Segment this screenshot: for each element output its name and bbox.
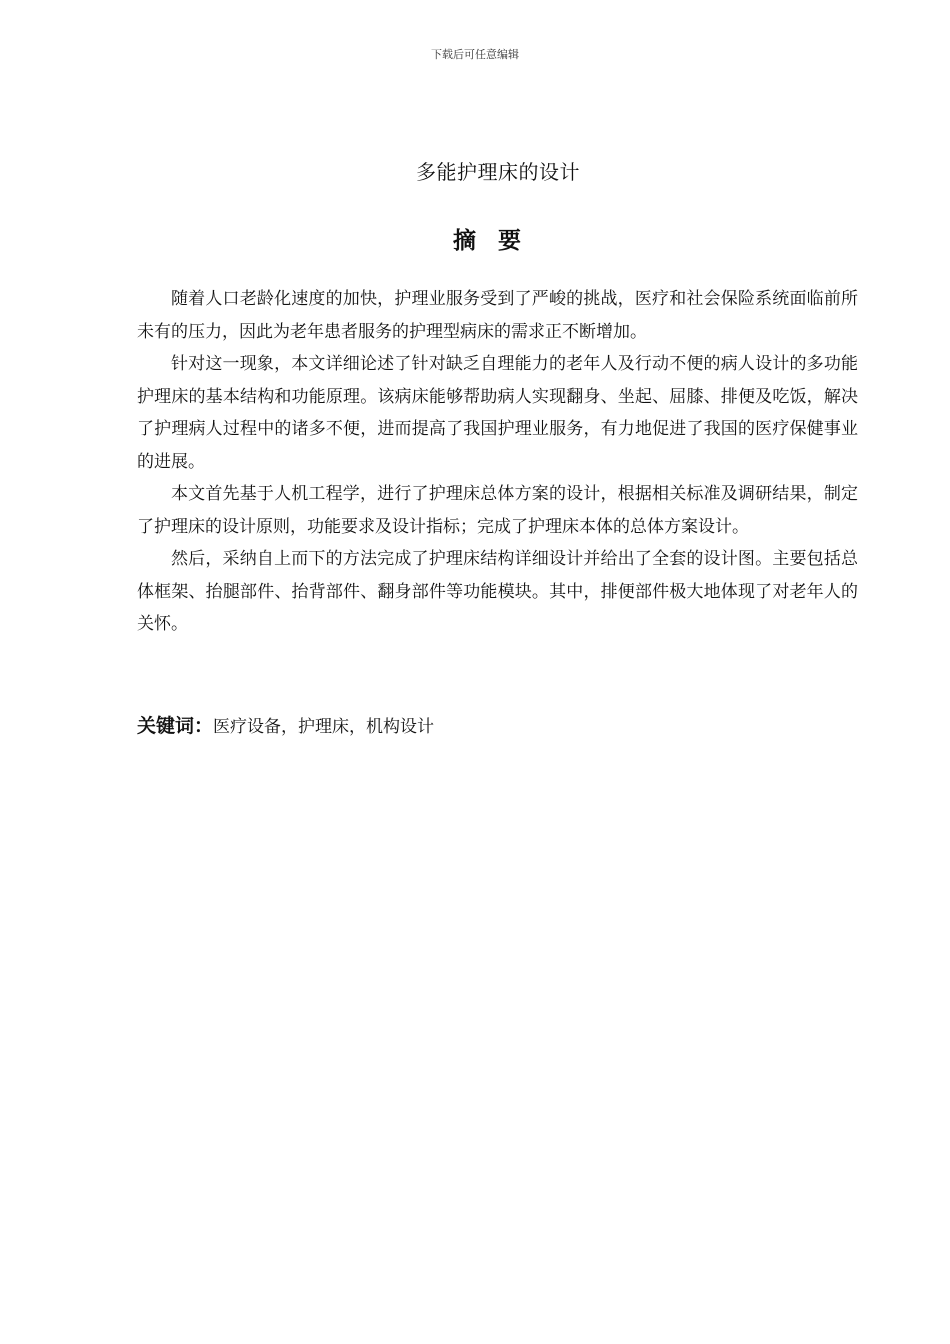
document-title: 多能护理床的设计 bbox=[416, 160, 580, 184]
abstract-paragraph-2: 针对这一现象，本文详细论述了针对缺乏自理能力的老年人及行动不便的病人设计的多功能护理床的基本结构和功能原理。该病床能够帮助病人实现翻身、坐起、屈膝、排便及吃饭，解决了护理病人过程中的诸多不便，进而提高了我国护理业服务，有力地促进了我国的医疗保健事业的进展。 bbox=[137, 354, 858, 472]
keywords-label: 关键词： bbox=[137, 715, 214, 737]
page-header: 下载后可任意编辑 bbox=[431, 48, 519, 61]
abstract-heading: 摘要 bbox=[453, 228, 543, 254]
abstract-paragraph-4: 然后，采纳自上而下的方法完成了护理床结构详细设计并给出了全套的设计图。主要包括总体框架、抬腿部件、抬背部件、翻身部件等功能模块。其中，排便部件极大地体现了对老年人的关怀。 bbox=[137, 549, 858, 634]
abstract-paragraph-1: 随着人口老龄化速度的加快，护理业服务受到了严峻的挑战，医疗和社会保险系统面临前所未有的压力，因此为老年患者服务的护理型病床的需求正不断增加。 bbox=[137, 289, 858, 342]
keywords bbox=[137, 711, 858, 742]
abstract-body bbox=[137, 283, 858, 641]
abstract-paragraph-3: 本文首先基于人机工程学，进行了护理床总体方案的设计，根据相关标准及调研结果，制定了护理床的设计原则，功能要求及设计指标；完成了护理床本体的总体方案设计。 bbox=[137, 484, 858, 537]
keywords-value: 医疗设备，护理床，机构设计 bbox=[213, 717, 435, 737]
